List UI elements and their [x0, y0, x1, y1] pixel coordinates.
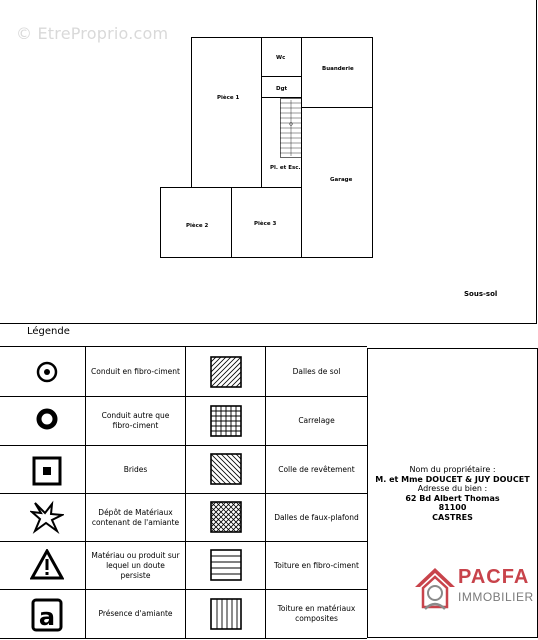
- room-label-dgt: Dgt: [276, 86, 288, 92]
- legend-label-toiture-composites: Toiture en matériaux composites: [277, 604, 356, 623]
- legend-label-brides: Brides: [123, 464, 148, 474]
- legend-label-faux-plafond: Dalles de faux-plafond: [274, 512, 359, 522]
- vertical-lines-icon: [210, 598, 242, 630]
- ring-icon: [36, 408, 58, 430]
- grid-hatch-icon: [210, 405, 242, 437]
- star-burst-icon: [30, 500, 64, 534]
- room-label-piece-3: Pièce 3: [254, 221, 277, 227]
- room-label-buanderie: Buanderie: [322, 66, 354, 72]
- owner-label: Nom du propriétaire :: [409, 465, 496, 474]
- room-label-garage: Garage: [330, 177, 353, 183]
- legend-grid-line: [185, 346, 186, 639]
- owner-info: [368, 465, 537, 522]
- legend-label-carrelage: Carrelage: [298, 416, 335, 425]
- address-postcode: 81100: [438, 503, 467, 512]
- address-label: Adresse du bien :: [417, 484, 488, 493]
- dot-circle-icon: [36, 361, 58, 383]
- room-label-piece-2: Pièce 2: [186, 223, 209, 229]
- room-label-pl-esc: Pl. et Esc.: [270, 165, 301, 171]
- legend-label-conduit-autre: Conduit autre que fibro-ciment: [101, 411, 170, 430]
- legend-label-depot: Dépôt de Matériaux contenant de l'amiante: [91, 507, 180, 527]
- horizontal-lines-icon: [210, 549, 242, 581]
- room-label-piece-1: Pièce 1: [217, 95, 240, 101]
- address-street: 62 Bd Albert Thomas: [405, 493, 500, 503]
- room-buanderie: [301, 37, 373, 108]
- legend-label-doute: Matériau ou produit sur lequel un doute persiste: [91, 550, 180, 580]
- watermark: © EtreProprio.com: [16, 24, 169, 43]
- square-dot-icon: [32, 456, 62, 486]
- legend-title: Légende: [27, 326, 70, 337]
- legend-label-presence: Présence d'amiante: [98, 609, 173, 618]
- reverse-diagonal-hatch-icon: [210, 453, 242, 485]
- cross-hatch-icon: [210, 501, 242, 533]
- room-piece-1: [191, 37, 262, 188]
- legend-label-toiture-fibro: Toiture en fibro-ciment: [273, 560, 359, 570]
- warning-triangle-icon: [30, 549, 64, 581]
- legend-label-colle: Colle de revêtement: [278, 464, 355, 474]
- staircase-icon: [280, 98, 302, 158]
- room-label-wc: Wc: [276, 55, 286, 61]
- level-label: Sous-sol: [464, 290, 498, 298]
- legend-grid-line: [0, 638, 367, 639]
- svg-text:a: a: [38, 603, 56, 631]
- letter-a-icon: [31, 598, 63, 632]
- diagonal-hatch-icon: [210, 356, 242, 388]
- owner-name: M. et Mme DOUCET & JUY DOUCET: [375, 474, 530, 484]
- legend-label-conduit-fibro: Conduit en fibro-ciment: [91, 366, 180, 376]
- brand-sub: IMMOBILIER: [458, 590, 534, 604]
- address-city: CASTRES: [432, 512, 473, 522]
- house-logo-icon: [413, 565, 457, 613]
- legend-label-dalles-sol: Dalles de sol: [292, 366, 341, 376]
- brand-name: PACFA: [458, 566, 530, 588]
